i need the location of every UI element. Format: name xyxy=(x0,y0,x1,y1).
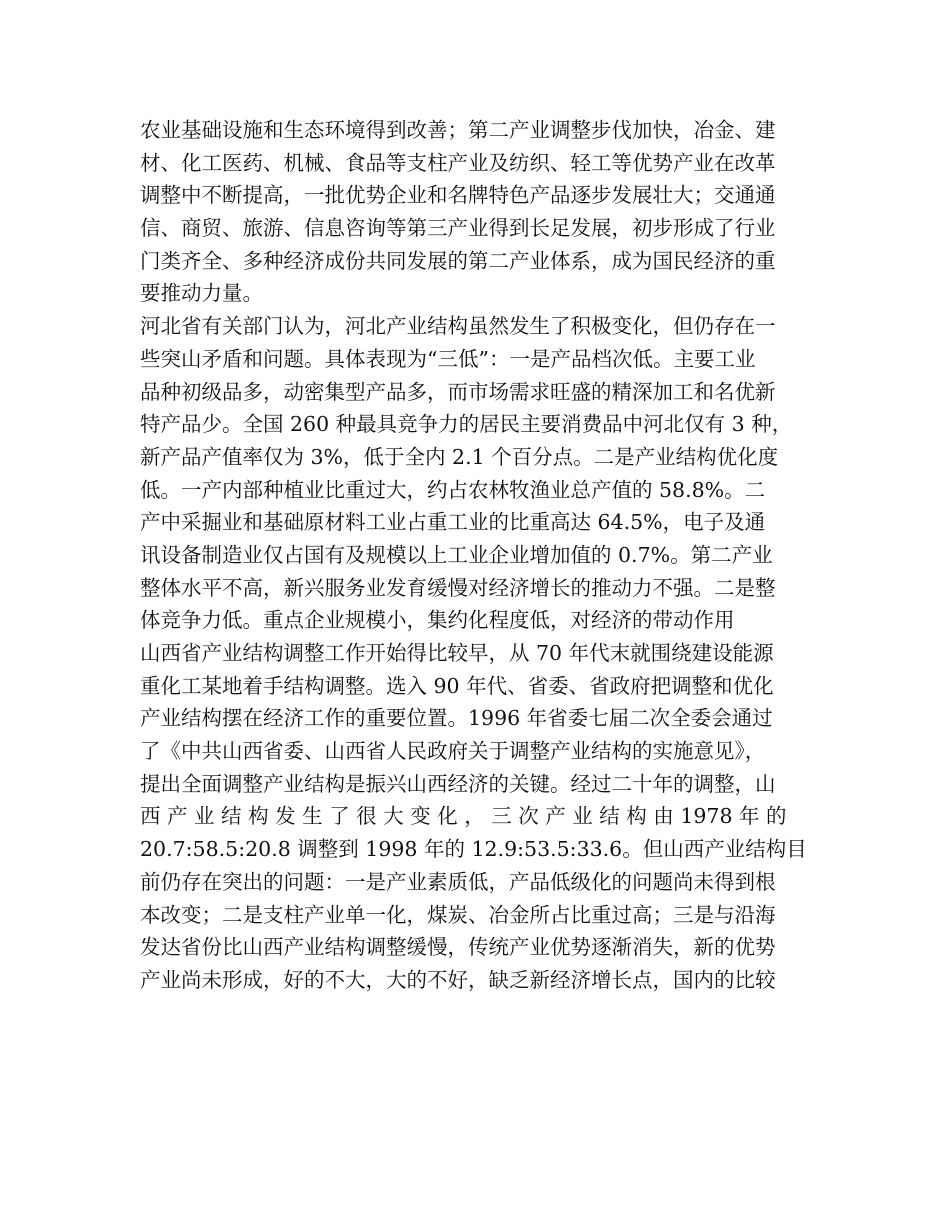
paragraph-agriculture-industry xyxy=(140,114,812,310)
text-line: 些突山矛盾和问题。具体表现为“三低”：一是产品档次低。主要工业 xyxy=(140,346,756,371)
text-line: 产业结构摆在经济工作的重要位置。1996 年省委七届二次全委会通过 xyxy=(140,706,773,731)
text-line: 了《中共山西省委、山西省人民政府关于调整产业结构的实施意见》， xyxy=(140,739,766,764)
text-line: 品种初级品多，动密集型产品多，而市场需求旺盛的精深加工和名优新 xyxy=(140,379,776,404)
text-line: 产业尚未形成，好的不大，大的不好，缺乏新经济增长点，国内的比较 xyxy=(140,967,776,992)
text-line: 产中采掘业和基础原材料工业占重工业的比重高达 64.5%，电子及通 xyxy=(140,510,766,535)
document-body xyxy=(140,114,812,997)
text-line: 提出全面调整产业结构是振兴山西经济的关键。经过二十年的调整，山 xyxy=(140,771,776,796)
text-line: 发达省份比山西产业结构调整缓慢，传统产业优势逐渐消失，新的优势 xyxy=(140,935,776,960)
text-line: 本改变；二是支柱产业单一化，煤炭、冶金所占比重过高；三是与沿海 xyxy=(140,902,776,927)
text-line: 整体水平不高，新兴服务业发育缓慢对经济增长的推动力不强。二是整 xyxy=(140,575,776,600)
text-line: 山西省产业结构调整工作开始得比较早，从 70 年代末就围绕建设能源 xyxy=(140,641,774,665)
text-line: 新产品产值率仅为 3%，低于全内 2.1 个百分点。二是产业结构优化度 xyxy=(140,444,779,469)
text-line: 农业基础设施和生态环境得到改善；第二产业调整步伐加快，冶金、建 xyxy=(140,118,776,142)
text-line: 体竞争力低。重点企业规模小，集约化程度低，对经济的带动作用 xyxy=(140,608,735,633)
text-line: 20.7:58.5:20.8 调整到 1998 年的 12.9:53.5:33.6。但山西产业结构目 xyxy=(140,837,807,862)
text-line: 材、化工医药、机械、食品等支柱产业及纺织、轻工等优势产业在改革 xyxy=(140,150,776,175)
text-line: 西 产 业 结 构 发 生 了 很 大 变 化 ， 三 次 产 业 结 构 由 1978 年 的 xyxy=(140,804,787,829)
text-line: 信、商贸、旅游、信息咨询等第三产业得到长足发展，初步形成了行业 xyxy=(140,216,776,241)
text-line: 门类齐全、多种经济成份共同发展的第二产业体系，成为国民经济的重 xyxy=(140,248,776,273)
text-line: 前仍存在突出的问题：一是产业素质低，产品低级化的问题尚未得到根 xyxy=(140,869,776,894)
text-line: 调整中不断提高，一批优势企业和名牌特色产品逐步发展壮大；交通通 xyxy=(140,183,776,208)
text-line: 河北省有关部门认为，河北产业结构虽然发生了积极变化，但仍存在一 xyxy=(140,314,776,339)
paragraph-hebei xyxy=(140,310,812,637)
text-line: 重化工某地着手结构调整。选入 90 年代、省委、省政府把调整和优化 xyxy=(140,673,774,698)
text-line: 特产品少。全国 260 种最具竞争力的居民主要消费品中河北仅有 3 种， xyxy=(140,412,793,437)
text-line: 要推动力量。 xyxy=(140,281,263,306)
text-line: 低。一产内部种植业比重过大，约占农林牧渔业总产值的 58.8%。二 xyxy=(140,477,766,502)
text-line: 讯设备制造业仅占国有及规模以上工业企业增加值的 0.7%。第二产业 xyxy=(140,542,773,567)
paragraph-shanxi xyxy=(140,637,812,997)
